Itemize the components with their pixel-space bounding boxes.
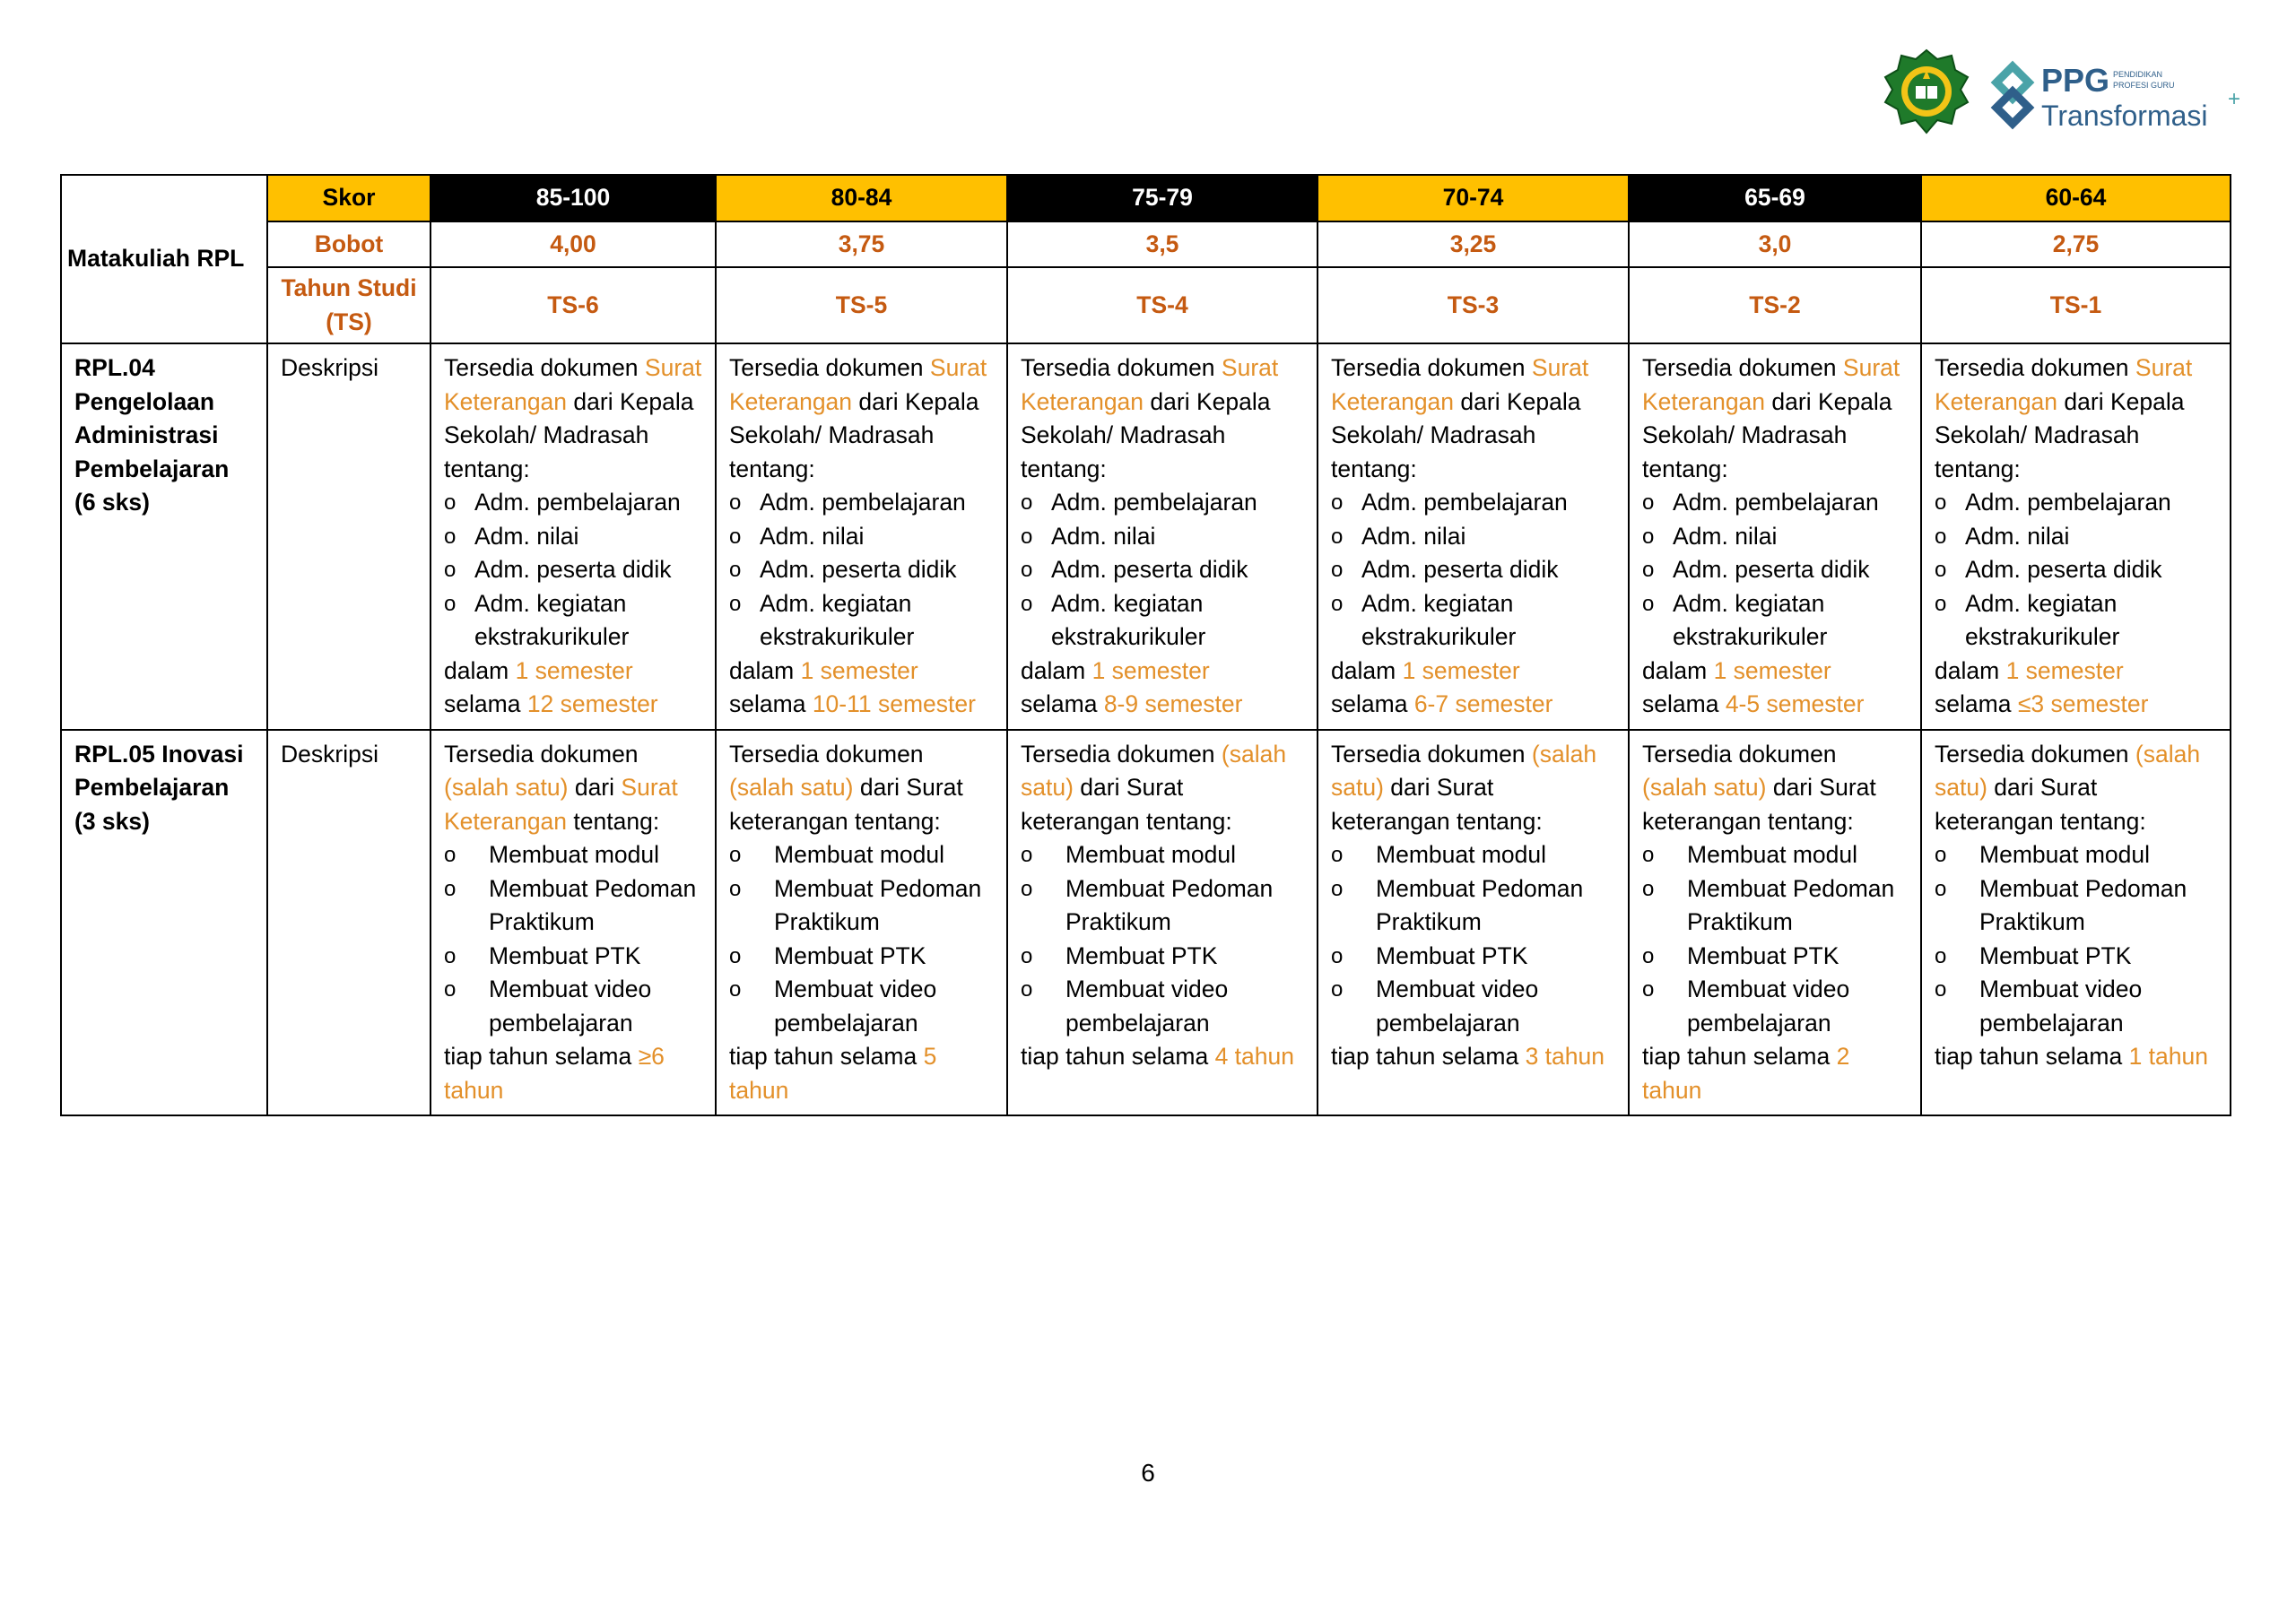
bobot-cell: 2,75 [1921, 221, 2231, 268]
rpl04-dalam: dalam 1 semester [1642, 656, 1831, 684]
rpl05-tiap: tiap tahun selama 3 tahun [1331, 1043, 1605, 1070]
rpl04-selama: selama 12 semester [444, 690, 658, 717]
rpl05-list [1935, 838, 2217, 1040]
rpl04-dalam: dalam 1 semester [1021, 656, 1210, 684]
rpl05-cell [1921, 730, 2231, 1116]
rpl04-name-line: RPL.04 [74, 354, 155, 381]
rpl05-name [61, 730, 267, 1116]
list-item: o Membuat video pembelajaran [444, 973, 702, 1040]
list-item: o Adm. nilai [1935, 520, 2217, 554]
rpl05-name-line: Pembelajaran [74, 774, 230, 801]
header-logos [1878, 47, 2249, 143]
list-item: o Membuat PTK [1331, 940, 1615, 974]
list-item: o Adm. pembelajaran [1935, 486, 2217, 520]
rpl04-name-line: Pembelajaran [74, 455, 230, 482]
ts-cell: TS-1 [1921, 267, 2231, 343]
rpl05-intro: Tersedia dokumen (salah satu) dari Surat keterangan tentang: [1331, 740, 1597, 835]
rpl05-intro: Tersedia dokumen (salah satu) dari Surat keterangan tentang: [729, 740, 963, 835]
list-item: o Membuat video pembelajaran [1021, 973, 1304, 1040]
rpl05-name-line: RPL.05 Inovasi [74, 740, 244, 768]
list-item: o Adm. kegiatan ekstrakurikuler [1935, 587, 2217, 655]
list-item: o Membuat Pedoman Praktikum [1642, 872, 1908, 940]
bobot-cell: 3,0 [1629, 221, 1921, 268]
list-item: o Membuat Pedoman Praktikum [1021, 872, 1304, 940]
rpl04-selama: selama 10-11 semester [729, 690, 976, 717]
skor-cell: 65-69 [1629, 175, 1921, 221]
rpl05-intro: Tersedia dokumen (salah satu) dari Surat keterangan tentang: [1935, 740, 2201, 835]
rpl04-cell [1629, 343, 1921, 730]
rpl05-intro: Tersedia dokumen (salah satu) dari Surat keterangan tentang: [1642, 740, 1876, 835]
rpl04-cell [1921, 343, 2231, 730]
rpl04-intro: Tersedia dokumen Surat Keterangan dari Kepala Sekolah/ Madrasah tentang: [729, 354, 987, 482]
skor-row [61, 175, 2231, 221]
rpl05-list [729, 838, 994, 1040]
rpl04-intro: Tersedia dokumen Surat Keterangan dari Kepala Sekolah/ Madrasah tentang: [1331, 354, 1589, 482]
list-item: o Adm. peserta didik [1331, 553, 1615, 587]
rpl04-intro: Tersedia dokumen Surat Keterangan dari Kepala Sekolah/ Madrasah tentang: [1021, 354, 1279, 482]
rpl05-label: Deskripsi [267, 730, 430, 1116]
rpl05-intro: Tersedia dokumen (salah satu) dari Surat keterangan tentang: [1021, 740, 1287, 835]
rpl05-tiap: tiap tahun selama 2 tahun [1642, 1043, 1850, 1104]
rpl05-tiap: tiap tahun selama 4 tahun [1021, 1043, 1294, 1070]
list-item: o Adm. kegiatan ekstrakurikuler [1642, 587, 1908, 655]
list-item: o Adm. peserta didik [1935, 553, 2217, 587]
list-item: o Adm. kegiatan ekstrakurikuler [1331, 587, 1615, 655]
list-item: o Membuat modul [1935, 838, 2217, 872]
skor-label: Skor [267, 175, 430, 221]
list-item: o Adm. pembelajaran [1021, 486, 1304, 520]
ppg-small-line2: PROFESI GURU [2113, 81, 2175, 90]
rpl04-dalam: dalam 1 semester [444, 656, 633, 684]
list-item: o Adm. nilai [1642, 520, 1908, 554]
list-item: o Membuat video pembelajaran [1331, 973, 1615, 1040]
rpl04-name-line: Administrasi [74, 421, 219, 448]
list-item: o Adm. nilai [729, 520, 994, 554]
ts-cell: TS-6 [430, 267, 716, 343]
list-item: o Membuat Pedoman Praktikum [444, 872, 702, 940]
list-item: o Adm. peserta didik [1021, 553, 1304, 587]
rpl04-intro: Tersedia dokumen Surat Keterangan dari Kepala Sekolah/ Madrasah tentang: [1642, 354, 1900, 482]
bobot-cell: 4,00 [430, 221, 716, 268]
rpl04-name [61, 343, 267, 730]
bobot-cell: 3,75 [716, 221, 1007, 268]
tahun-label: Tahun Studi (TS) [267, 267, 430, 343]
ts-cell: TS-2 [1629, 267, 1921, 343]
matakuliah-header: Matakuliah RPL [61, 175, 267, 343]
ts-cell: TS-3 [1318, 267, 1629, 343]
rpl04-selama: selama 6-7 semester [1331, 690, 1553, 717]
rpl04-intro: Tersedia dokumen Surat Keterangan dari Kepala Sekolah/ Madrasah tentang: [444, 354, 702, 482]
ppg-logo-icon [1996, 66, 2029, 124]
list-item: o Membuat Pedoman Praktikum [1331, 872, 1615, 940]
rpl04-list [1935, 486, 2217, 655]
ppg-plus: + [2228, 87, 2241, 111]
rpl04-selama: selama 8-9 semester [1021, 690, 1243, 717]
rpl04-selama: selama ≤3 semester [1935, 690, 2149, 717]
list-item: o Membuat PTK [1642, 940, 1908, 974]
skor-cell: 60-64 [1921, 175, 2231, 221]
list-item: o Adm. kegiatan ekstrakurikuler [729, 587, 994, 655]
rpl05-cell [430, 730, 716, 1116]
rpl05-cell [1629, 730, 1921, 1116]
rpl04-cell [716, 343, 1007, 730]
bobot-cell: 3,5 [1007, 221, 1318, 268]
list-item: o Adm. nilai [1331, 520, 1615, 554]
rpl05-cell [716, 730, 1007, 1116]
list-item: o Adm. peserta didik [1642, 553, 1908, 587]
list-item: o Membuat PTK [444, 940, 702, 974]
rpl05-list [1021, 838, 1304, 1040]
rpl05-tiap: tiap tahun selama ≥6 tahun [444, 1043, 665, 1104]
ts-cell: TS-5 [716, 267, 1007, 343]
logos-svg [1878, 47, 2249, 143]
list-item: o Membuat video pembelajaran [1642, 973, 1908, 1040]
list-item: o Membuat PTK [729, 940, 994, 974]
rpl04-intro: Tersedia dokumen Surat Keterangan dari Kepala Sekolah/ Madrasah tentang: [1935, 354, 2193, 482]
rpl05-intro: Tersedia dokumen (salah satu) dari Surat Keterangan tentang: [444, 740, 678, 835]
ts-cell: TS-4 [1007, 267, 1318, 343]
list-item: o Membuat video pembelajaran [729, 973, 994, 1040]
page-number: 6 [1141, 1459, 1155, 1487]
list-item: o Membuat modul [1021, 838, 1304, 872]
rpl04-cell [430, 343, 716, 730]
rpl04-list [444, 486, 702, 655]
list-item: o Adm. pembelajaran [1642, 486, 1908, 520]
rpl04-name-line: Pengelolaan [74, 387, 215, 415]
list-item: o Adm. nilai [444, 520, 702, 554]
rpl05-list [1642, 838, 1908, 1040]
rpl04-list [1021, 486, 1304, 655]
list-item: o Membuat video pembelajaran [1935, 973, 2217, 1040]
list-item: o Membuat PTK [1935, 940, 2217, 974]
rpl04-dalam: dalam 1 semester [729, 656, 918, 684]
list-item: o Membuat modul [1642, 838, 1908, 872]
skor-cell: 85-100 [430, 175, 716, 221]
rpl04-row [61, 343, 2231, 730]
rpl05-cell [1007, 730, 1318, 1116]
skor-cell: 80-84 [716, 175, 1007, 221]
rpl05-tiap: tiap tahun selama 1 tahun [1935, 1043, 2208, 1070]
rpl04-dalam: dalam 1 semester [1331, 656, 1520, 684]
ppg-mark: PPG [2041, 62, 2110, 99]
list-item: o Adm. peserta didik [729, 553, 994, 587]
rpl04-label: Deskripsi [267, 343, 430, 730]
list-item: o Membuat Pedoman Praktikum [729, 872, 994, 940]
rpl04-list [1642, 486, 1908, 655]
rpl05-name-line: (3 sks) [74, 807, 150, 835]
skor-cell: 75-79 [1007, 175, 1318, 221]
rpl05-list [1331, 838, 1615, 1040]
list-item: o Adm. nilai [1021, 520, 1304, 554]
kemenag-emblem-icon [1885, 50, 1968, 133]
rpl05-row [61, 730, 2231, 1116]
ppg-word: Transformasi [2041, 100, 2208, 132]
rpl04-list [729, 486, 994, 655]
bobot-label: Bobot [267, 221, 430, 268]
rpl04-cell [1318, 343, 1629, 730]
list-item: o Adm. peserta didik [444, 553, 702, 587]
bobot-cell: 3,25 [1318, 221, 1629, 268]
list-item: o Adm. kegiatan ekstrakurikuler [1021, 587, 1304, 655]
rpl05-cell [1318, 730, 1629, 1116]
list-item: o Adm. kegiatan ekstrakurikuler [444, 587, 702, 655]
list-item: o Membuat Pedoman Praktikum [1935, 872, 2217, 940]
list-item: o Membuat modul [1331, 838, 1615, 872]
rpl04-list [1331, 486, 1615, 655]
list-item: o Adm. pembelajaran [444, 486, 702, 520]
rpl05-list [444, 838, 702, 1040]
list-item: o Adm. pembelajaran [1331, 486, 1615, 520]
list-item: o Membuat modul [729, 838, 994, 872]
list-item: o Membuat PTK [1021, 940, 1304, 974]
rpl04-selama: selama 4-5 semester [1642, 690, 1865, 717]
tahun-row [61, 267, 2231, 343]
skor-cell: 70-74 [1318, 175, 1629, 221]
rpl04-dalam: dalam 1 semester [1935, 656, 2124, 684]
rpl05-tiap: tiap tahun selama 5 tahun [729, 1043, 937, 1104]
list-item: o Membuat modul [444, 838, 702, 872]
list-item: o Adm. pembelajaran [729, 486, 994, 520]
ppg-small-line1: PENDIDIKAN [2113, 70, 2163, 79]
rpl04-cell [1007, 343, 1318, 730]
rpl-assessment-table [60, 174, 2231, 1116]
bobot-row [61, 221, 2231, 268]
rpl04-name-line: (6 sks) [74, 489, 150, 516]
